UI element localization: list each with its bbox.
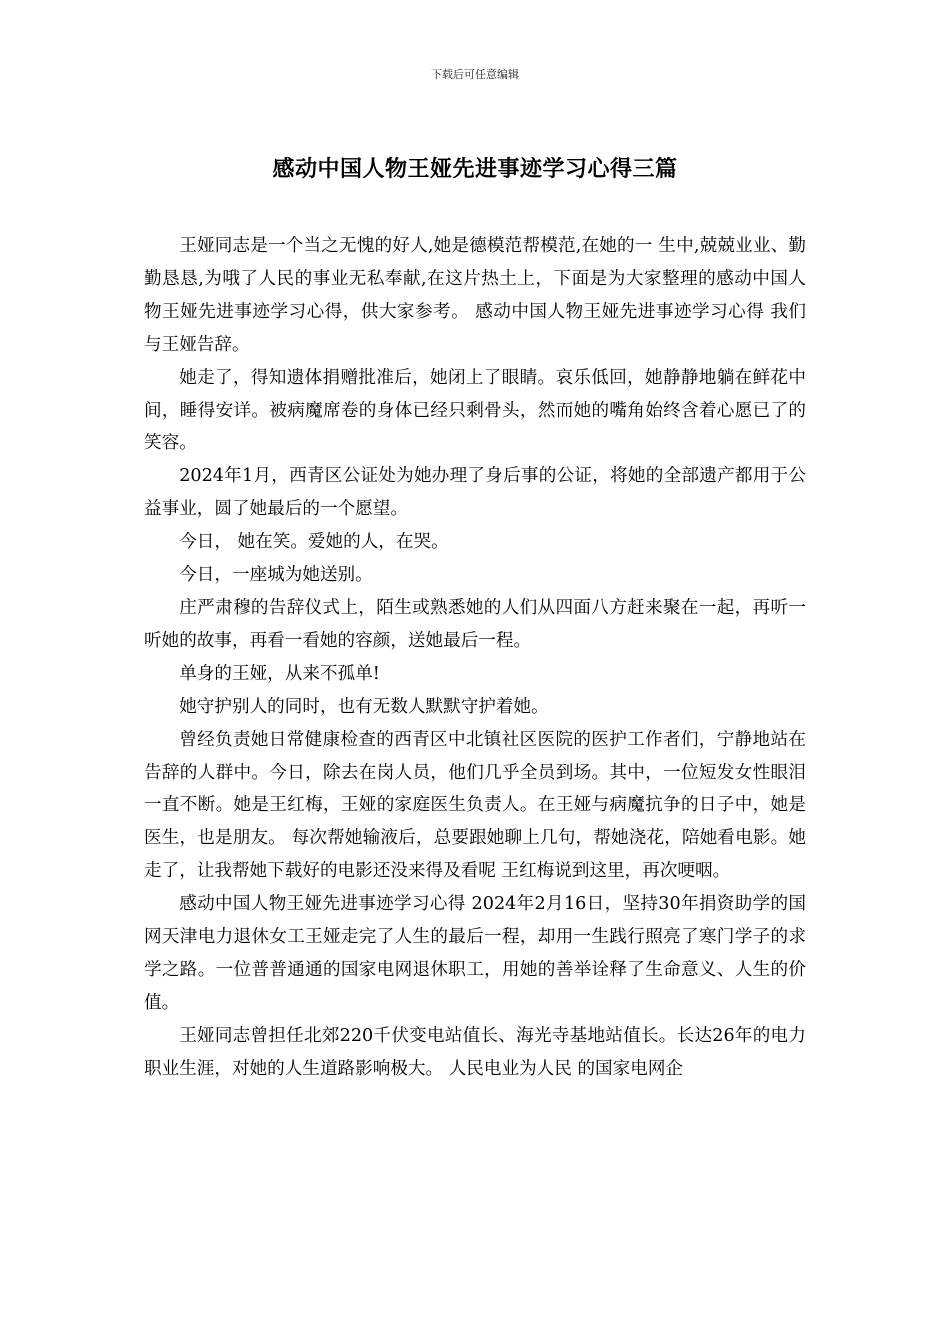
paragraph: 2024年1月，西青区公证处为她办理了身后事的公证，将她的全部遗产都用于公益事业，圆了她最后的一个愿望。 xyxy=(144,466,806,520)
paragraph: 庄严肃穆的告辞仪式上，陌生或熟悉她的人们从四面八方赶来聚在一起，再听一听她的故事，再看一看她的容颜，送她最后一程。 xyxy=(144,597,806,651)
paragraph: 王娅同志是一个当之无愧的好人,她是德模范帮模范,在她的一 生中,兢兢业业、勤勤恳恳,为哦了人民的事业无私奉献,在这片热土上，下面是为大家整理的感动中国人物王娅先进事迹学习心得，供大家参考。 感动中国人物王娅先进事迹学习心得 我们与王娅告辞。 xyxy=(144,236,806,355)
header-note: 下载后可任意编辑 xyxy=(431,68,519,81)
paragraph: 她守护别人的同时，也有无数人默默守护着她。 xyxy=(179,696,549,717)
paragraph: 王娅同志曾担任北郊220千伏变电站值长、海光寺基地站值长。长达26年的电力职业生涯，对她的人生道路影响极大。 人民电业为人民 的国家电网企 xyxy=(144,1025,806,1079)
paragraph: 感动中国人物王娅先进事迹学习心得 2024年2月16日，坚持30年捐资助学的国网天津电力退休女工王娅走完了人生的最后一程，却用一生践行照亮了寒门学子的求学之路。一位普普通通的国家电网退休职工，用她的善举诠释了生命意义、人生的价值。 xyxy=(144,894,806,1013)
paragraph: 单身的王娅，从来不孤单! xyxy=(179,663,380,684)
paragraph: 她走了，得知遗体捐赠批准后，她闭上了眼睛。哀乐低回，她静静地躺在鲜花中间，睡得安详。被病魔席卷的身体已经只剩骨头，然而她的嘴角始终含着心愿已了的笑容。 xyxy=(144,367,806,454)
paragraph: 曾经负责她日常健康检查的西青区中北镇社区医院的医护工作者们，宁静地站在告辞的人群中。今日，除去在岗人员，他们几乎全员到场。其中，一位短发女性眼泪一直不断。她是王红梅，王娅的家庭医生负责人。在王娅与病魔抗争的日子中，她是医生，也是朋友。 每次帮她输液后，总要跟她聊上几句，帮她浇花，陪她看电影。她走了，让我帮她下载好的电影还没来得及看呢 王红梅说到这里，再次哽咽。 xyxy=(144,729,806,882)
document-body xyxy=(144,230,806,1086)
paragraph: 今日，一座城为她送别。 xyxy=(179,565,373,586)
paragraph: 今日， 她在笑。爱她的人，在哭。 xyxy=(179,532,449,553)
document-title: 感动中国人物王娅先进事迹学习心得三篇 xyxy=(272,157,678,182)
